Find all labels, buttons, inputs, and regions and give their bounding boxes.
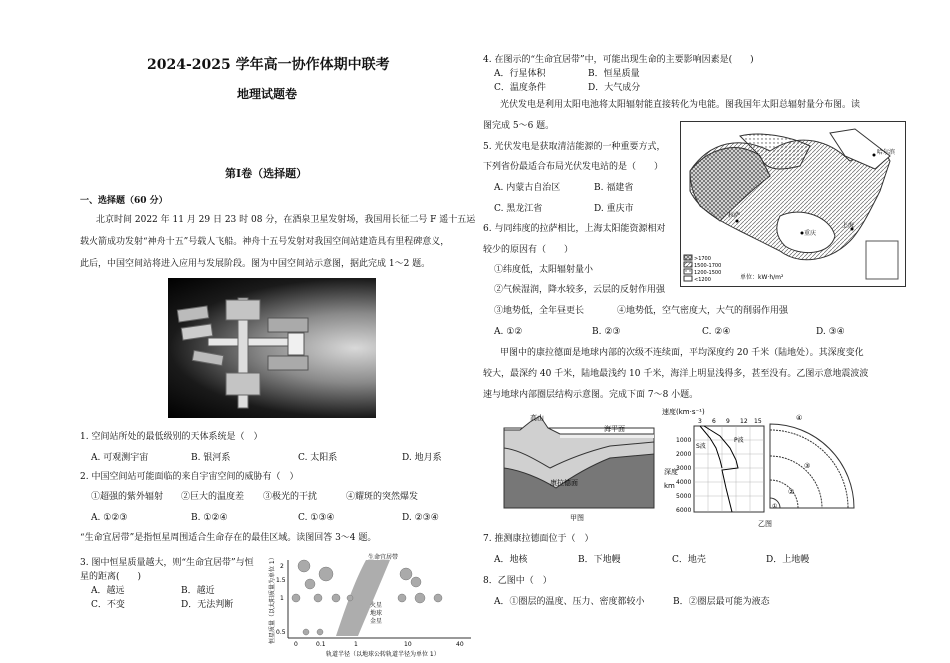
depth-label: 深度 [664, 468, 678, 476]
velocity-tick: 9 [726, 418, 730, 425]
q4-stem: 4. 在图示的“生命宜居带”中，可能出现生命的主要影响因素是( ) [483, 55, 754, 65]
velocity-tick: 12 [740, 418, 748, 425]
depth-tick: 3000 [676, 465, 692, 472]
q1-option-a: A. 可观测宇宙 [91, 453, 149, 463]
velocity-label: 速度(km·s⁻¹) [662, 408, 705, 416]
q2-option-d: D. ②③④ [402, 513, 439, 523]
q2-option-a: A. ①②③ [91, 513, 128, 523]
q5-stem: 5. 光伏发电是获取清洁能源的一种重要方式， [483, 142, 666, 152]
q2-option-b: B. ①②④ [191, 513, 228, 523]
velocity-tick: 6 [712, 418, 716, 425]
intro-line: 此后，中国空间站将进入应用与发展阶段。图为中国空间站示意图，据此完成 1～2 题。 [80, 259, 431, 269]
layer-label: ④ [796, 414, 803, 422]
depth-tick: 5000 [676, 493, 692, 500]
city-label: 重庆 [804, 230, 817, 237]
xtick: 0.1 [316, 641, 326, 648]
q8-option-a: A．①圈层的温度、压力、密度都较小 [494, 597, 645, 607]
intro-crust: 较大，最深约 40 千米，陆地最浅约 10 千米，海洋上明显浅得多，甚至没有。乙图示意地震波波 [483, 369, 869, 379]
layer-label: ③ [804, 462, 811, 470]
velocity-tick: 15 [754, 418, 762, 425]
label-sea-level: 海平面 [604, 425, 625, 433]
q6-stem: 较少的原因有（ ） [483, 245, 574, 255]
intro-line: 载火箭成功发射“神舟十五”号载人飞船。神舟十五号发射对我国空间站建造具有里程碑意义， [80, 237, 450, 247]
crust-profile-figure [500, 408, 662, 522]
q2-item: ③极光的干扰 [263, 492, 318, 502]
city-label: 哈尔滨 [877, 149, 896, 156]
q6-option-d: D. ③④ [816, 327, 845, 337]
xtick: 0 [294, 641, 298, 648]
q1-option-d: D. 地月系 [402, 453, 442, 463]
q3-option-c: C．不变 [91, 600, 125, 610]
q7-option-c: C．地壳 [672, 555, 706, 565]
ytick: 2 [280, 563, 284, 570]
q1-option-b: B. 银河系 [191, 453, 231, 463]
q2-item: ①超强的紫外辐射 [91, 492, 164, 502]
depth-unit: km [664, 482, 675, 490]
q6-item: ④地势低，空气密度大，大气的削弱作用强 [617, 306, 789, 316]
q2-stem: 2. 中国空间站可能面临的来自宇宙空间的威胁有（ ） [80, 472, 299, 482]
q3-option-a: A．越远 [91, 586, 125, 596]
intro-crust: 甲图中的康拉德面是地球内部的次级不连续面，平均深度约 20 千米（陆地处）。其深度变化 [500, 348, 864, 358]
ytick: 1.5 [276, 577, 286, 584]
planet-label: 金星 [370, 618, 383, 625]
q5-option-d: D. 重庆市 [594, 204, 634, 214]
q3-option-d: D．无法判断 [181, 600, 234, 610]
layer-label: ① [772, 503, 778, 510]
map-unit: 单位：kW·h/m² [740, 274, 784, 281]
depth-tick: 2000 [676, 451, 692, 458]
q6-item: ①纬度低，太阳辐射量小 [494, 265, 594, 275]
q8-option-b: B．②圈层最可能为液态 [673, 597, 770, 607]
label-mountain: 高山 [530, 414, 544, 422]
q6-item: ③地势低，全年昼更长 [494, 306, 585, 316]
q4-option-b: B．恒星质量 [588, 69, 640, 79]
planet-label: 火星 [370, 602, 383, 609]
q5-option-c: C. 黑龙江省 [494, 204, 543, 214]
legend-label: <1200 [694, 277, 711, 283]
intro-crust: 速与地球内部圈层结构示意图。完成下面 7～8 小题。 [483, 390, 699, 400]
q6-option-a: A. ①② [494, 327, 523, 337]
q3-stem: 星的距离( ) [80, 572, 142, 582]
q3-option-b: B．越近 [181, 586, 215, 596]
q6-stem: 6. 与同纬度的拉萨相比，上海太阳能资源相对 [483, 224, 666, 234]
q7-option-d: D．上地幔 [766, 555, 810, 565]
q7-stem: 7. 推测康拉德面位于（ ） [483, 534, 594, 544]
q3-stem: 3. 图中恒星质量越大，则“生命宜居带”与恒 [80, 558, 254, 568]
ytick: 1 [280, 595, 284, 602]
habitable-zone-chart [266, 552, 476, 660]
depth-tick: 6000 [676, 507, 692, 514]
depth-tick: 4000 [676, 479, 692, 486]
solar-radiation-map [680, 121, 906, 287]
legend-label: >1700 [694, 256, 711, 262]
space-station-photo [168, 278, 376, 418]
q6-option-c: C. ②④ [702, 327, 731, 337]
xtick: 40 [456, 641, 464, 648]
q5-option-a: A. 内蒙古自治区 [494, 183, 561, 193]
q2-item: ④耀斑的突然爆发 [346, 492, 419, 502]
q5-option-b: B. 福建省 [594, 183, 634, 193]
intro-solar: 光伏发电是利用太阳电池将太阳辐射能直接转化为电能。图我国年太阳总辐射量分布图。读 [500, 100, 861, 110]
chart-ylabel: 恒星质量（以太阳质量为单位 1） [269, 554, 276, 644]
q6-item: ②气候湿润，降水较多，云层的反射作用强 [494, 285, 666, 295]
seismic-wave-figure [660, 408, 860, 530]
legend-label: 1500-1700 [694, 263, 722, 269]
q2-item: ②巨大的温度差 [181, 492, 245, 502]
q1-stem: 1. 空间站所处的最低级别的天体系统是（ ） [80, 432, 263, 442]
layer-label: ② [788, 488, 795, 496]
city-label: 上海 [842, 222, 855, 229]
q1-option-c: C. 太阳系 [298, 453, 338, 463]
xtick: 1 [354, 641, 358, 648]
chart-xlabel: 轨道半径（以地球公转轨道半径为单位 1） [326, 651, 440, 658]
exam-title: 2024-2025 学年高一协作体期中联考 [147, 57, 390, 73]
ytick: 0.5 [276, 629, 286, 636]
velocity-tick: 3 [698, 418, 702, 425]
q6-option-b: B. ②③ [592, 327, 621, 337]
q7-option-a: A．地核 [494, 555, 528, 565]
q7-option-b: B．下地幔 [578, 555, 621, 565]
q2-option-c: C. ①③④ [298, 513, 335, 523]
q5-stem: 下列省份最适合布局光伏发电站的是（ ） [483, 162, 664, 172]
q4-option-c: C．温度条件 [494, 83, 546, 93]
legend-label: 1200-1500 [694, 270, 722, 276]
section-title: 第Ⅰ卷（选择题） [225, 167, 308, 180]
q8-stem: 8．乙图中（ ） [483, 576, 552, 586]
planet-label: 地球 [370, 610, 383, 617]
s-wave-label: S波 [696, 443, 706, 450]
part-title: 一、选择题（60 分） [80, 196, 168, 206]
caption-yi: 乙图 [758, 520, 772, 528]
xtick: 10 [404, 641, 412, 648]
q4-option-a: A．行星体积 [494, 69, 546, 79]
city-label: 拉萨 [728, 212, 741, 219]
depth-tick: 1000 [676, 437, 692, 444]
caption-jia: 甲图 [570, 514, 584, 522]
intro-habitable: “生命宜居带”是指恒星周围适合生命存在的最佳区域。读图回答 3～4 题。 [80, 533, 377, 543]
intro-line: 北京时间 2022 年 11 月 29 日 23 时 08 分，在酒泉卫星发射场，我国用长征二号 F 遥十五运 [96, 215, 476, 225]
chart-title: 生命宜居带 [368, 554, 399, 561]
exam-subtitle: 地理试题卷 [237, 87, 298, 101]
label-conrad: 康拉德面 [550, 479, 578, 487]
q4-option-d: D．大气成分 [588, 83, 641, 93]
p-wave-label: P波 [734, 437, 744, 444]
intro-solar: 图完成 5～6 题。 [483, 121, 555, 131]
